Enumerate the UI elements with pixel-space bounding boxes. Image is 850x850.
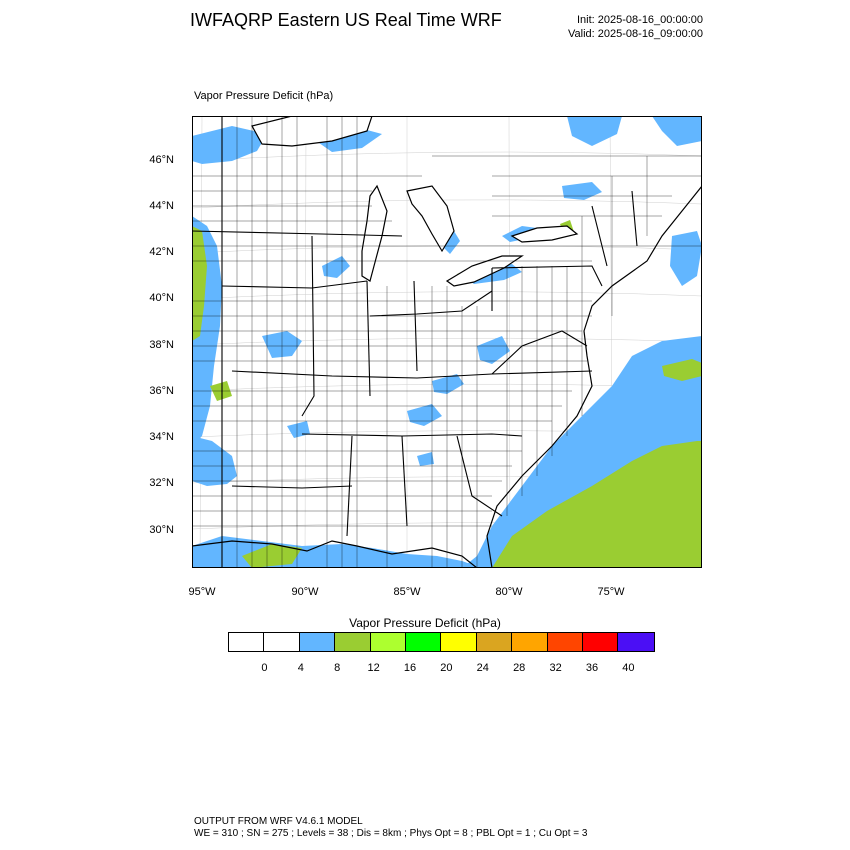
footer-config-line: WE = 310 ; SN = 275 ; Levels = 38 ; Dis = 8km ; Phys Opt = 8 ; PBL Opt = 1 ; Cu Opt = 3 (194, 828, 588, 839)
lat-label-36: 36°N (149, 385, 174, 397)
lon-label-90: 90°W (291, 586, 319, 598)
colorbar-box-11 (618, 633, 653, 651)
chart-title: IWFAQRP Eastern US Real Time WRF (190, 10, 502, 30)
colorbar-box-8 (512, 633, 547, 651)
colorbar (228, 632, 655, 652)
colorbar-tick-label: 20 (440, 662, 453, 674)
lat-label-42: 42°N (149, 246, 174, 258)
colorbar-box-4 (371, 633, 406, 651)
colorbar-tick-label: 12 (367, 662, 380, 674)
colorbar-box-5 (406, 633, 441, 651)
lat-label-44: 44°N (149, 200, 174, 212)
lat-label-38: 38°N (149, 339, 174, 351)
colorbar-box-6 (441, 633, 476, 651)
colorbar-box-0 (229, 633, 264, 651)
colorbar-tick-label: 4 (297, 662, 304, 674)
colorbar-box-9 (548, 633, 583, 651)
lat-label-34: 34°N (149, 431, 174, 443)
colorbar-box-10 (583, 633, 618, 651)
colorbar-tick-label: 8 (334, 662, 341, 674)
colorbar-tick-label: 16 (403, 662, 417, 674)
colorbar-tick-label: 40 (622, 662, 635, 674)
colorbar-tick-label: 28 (513, 662, 526, 674)
lon-label-85: 85°W (393, 586, 421, 598)
field-label: Vapor Pressure Deficit (hPa) (194, 90, 334, 102)
lat-label-32: 32°N (149, 477, 174, 489)
footer-model-line: OUTPUT FROM WRF V4.6.1 MODEL (194, 816, 363, 827)
map-panel (192, 116, 702, 568)
init-time: Init: 2025-08-16_00:00:00 (577, 14, 703, 26)
valid-time: Valid: 2025-08-16_09:00:00 (568, 28, 703, 40)
lon-label-75: 75°W (597, 586, 625, 598)
lon-label-95: 95°W (188, 586, 216, 598)
colorbar-tick-label: 32 (549, 662, 562, 674)
colorbar-box-1 (264, 633, 299, 651)
colorbar-box-2 (300, 633, 335, 651)
lon-label-80: 80°W (495, 586, 523, 598)
lat-label-30: 30°N (149, 524, 174, 536)
colorbar-tick-label: 0 (261, 662, 268, 674)
colorbar-box-3 (335, 633, 370, 651)
colorbar-tick-label: 36 (585, 662, 599, 674)
lat-label-40: 40°N (149, 292, 174, 304)
colorbar-tick-label: 24 (476, 662, 489, 674)
colorbar-title: Vapor Pressure Deficit (hPa) (349, 616, 501, 630)
colorbar-box-7 (477, 633, 512, 651)
lat-label-46: 46°N (149, 154, 174, 166)
